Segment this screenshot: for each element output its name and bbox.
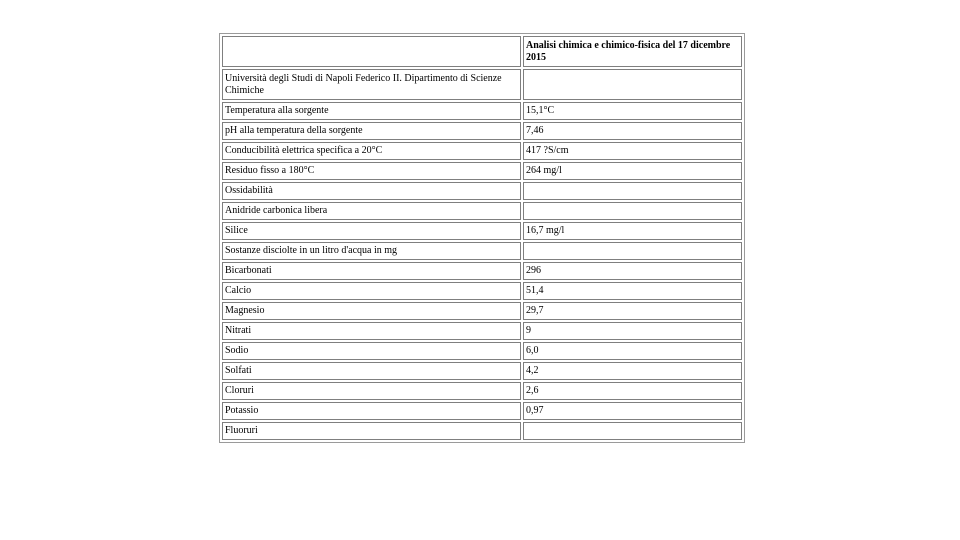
table-row: [222, 142, 742, 160]
row-value: 2,6: [523, 382, 742, 400]
table-row: [222, 362, 742, 380]
table-row: [222, 322, 742, 340]
row-label: Nitrati: [222, 322, 521, 340]
row-value: [523, 69, 742, 100]
row-value: 9: [523, 322, 742, 340]
table-row: [222, 69, 742, 100]
table-row: [222, 162, 742, 180]
row-label: Solfati: [222, 362, 521, 380]
row-value: 51,4: [523, 282, 742, 300]
table-row: [222, 182, 742, 200]
row-label: Conducibilità elettrica specifica a 20°C: [222, 142, 521, 160]
table-row: [222, 282, 742, 300]
row-value: [523, 182, 742, 200]
row-value: 29,7: [523, 302, 742, 320]
header-cell-empty: [222, 36, 521, 67]
row-value: 6,0: [523, 342, 742, 360]
row-label: Potassio: [222, 402, 521, 420]
row-value: 7,46: [523, 122, 742, 140]
row-value: 0,97: [523, 402, 742, 420]
row-label: Sodio: [222, 342, 521, 360]
row-value: [523, 242, 742, 260]
row-label: Residuo fisso a 180°C: [222, 162, 521, 180]
row-label: Bicarbonati: [222, 262, 521, 280]
row-label: Fluoruri: [222, 422, 521, 440]
row-value: 4,2: [523, 362, 742, 380]
row-value: [523, 202, 742, 220]
table-row: [222, 422, 742, 440]
table-row: [222, 242, 742, 260]
row-label: Sostanze disciolte in un litro d'acqua in mg: [222, 242, 521, 260]
row-value: 417 ?S/cm: [523, 142, 742, 160]
table-row: [222, 382, 742, 400]
row-label: pH alla temperatura della sorgente: [222, 122, 521, 140]
table-row: [222, 262, 742, 280]
water-analysis-table: [219, 33, 745, 443]
table-row: [222, 102, 742, 120]
row-value: 16,7 mg/l: [523, 222, 742, 240]
row-label: Temperatura alla sorgente: [222, 102, 521, 120]
row-value: [523, 422, 742, 440]
row-value: 264 mg/l: [523, 162, 742, 180]
table-row: [222, 122, 742, 140]
row-label: Anidride carbonica libera: [222, 202, 521, 220]
row-label: Silice: [222, 222, 521, 240]
table-row: [222, 402, 742, 420]
row-value: 296: [523, 262, 742, 280]
row-value: 15,1°C: [523, 102, 742, 120]
row-label: Cloruri: [222, 382, 521, 400]
table-row: [222, 302, 742, 320]
row-label: Calcio: [222, 282, 521, 300]
table-row: [222, 202, 742, 220]
table-header-row: [222, 36, 742, 67]
row-label: Università degli Studi di Napoli Federico II. Dipartimento di Scienze Chimiche: [222, 69, 521, 100]
row-label: Magnesio: [222, 302, 521, 320]
row-label: Ossidabilità: [222, 182, 521, 200]
header-cell-analysis-title: Analisi chimica e chimico-fisica del 17 dicembre 2015: [523, 36, 742, 67]
table-row: [222, 342, 742, 360]
table-row: [222, 222, 742, 240]
